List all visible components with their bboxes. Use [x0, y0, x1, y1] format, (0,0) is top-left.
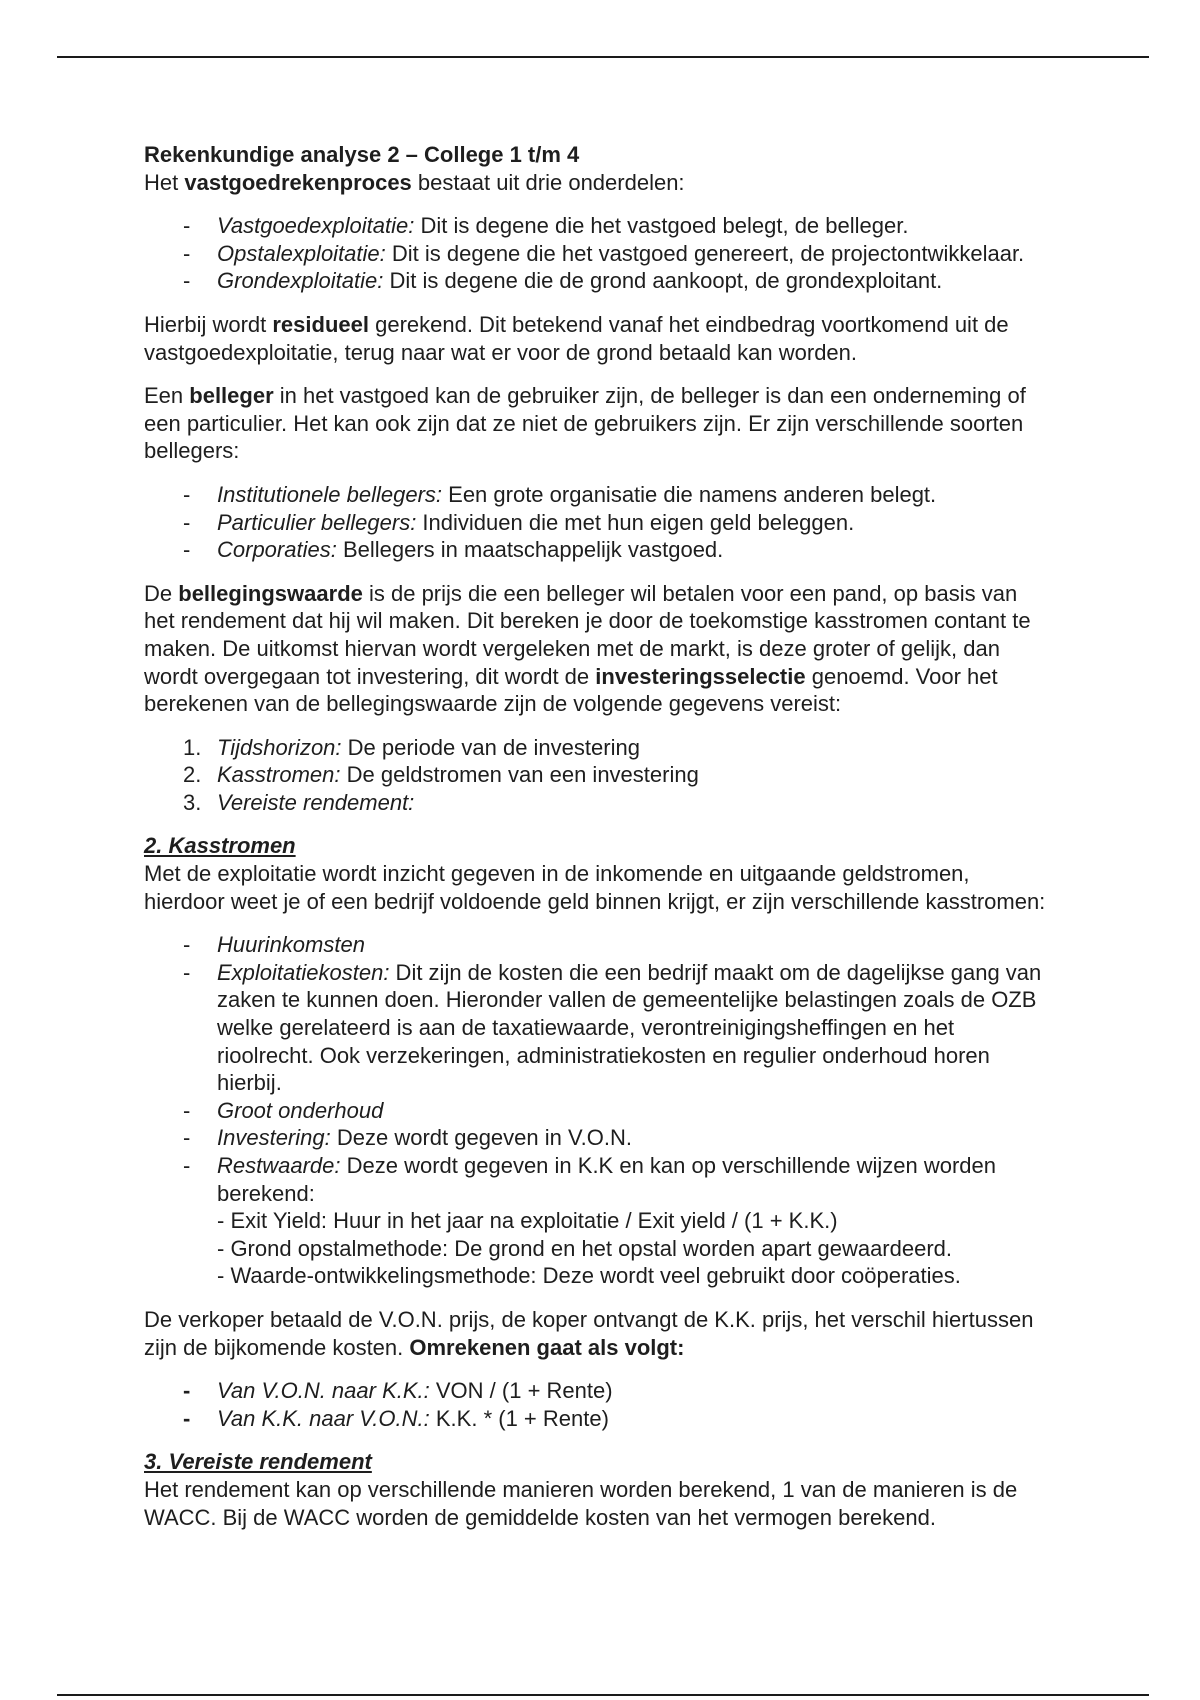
- intro-bold: vastgoedrekenproces: [184, 169, 412, 195]
- list-item: [144, 481, 1045, 509]
- cashflows-list: [144, 931, 1045, 1290]
- investor-paragraph: [144, 382, 1045, 465]
- list-item: [144, 1377, 1045, 1405]
- sub-item-line: - Grond opstalmethode: De grond en het opstal worden apart gewaardeerd.: [217, 1235, 953, 1261]
- term: Restwaarde:: [217, 1153, 341, 1178]
- seller-paragraph: [144, 1306, 1045, 1361]
- sub-item-line: - Exit Yield: Huur in het jaar na exploitatie / Exit yield / (1 + K.K.): [217, 1208, 838, 1234]
- paragraph-line: vastgoedexploitatie, terug naar wat er voor de grond betaald kan worden.: [144, 339, 858, 365]
- requirements-list: [144, 734, 1045, 817]
- item-line: [217, 959, 1045, 987]
- list-item: [144, 959, 1045, 1097]
- item-line: rioolrecht. Ook verzekeringen, administratiekosten en regulier onderhoud horen: [217, 1042, 990, 1068]
- bullet-marker: -: [183, 1125, 191, 1151]
- paragraph-line: De verkoper betaald de V.O.N. prijs, de koper ontvangt de K.K. prijs, het verschil hiertussen: [144, 1306, 1034, 1332]
- investor-types-list: [144, 481, 1045, 564]
- term: Vereiste rendement:: [217, 789, 415, 815]
- item-number: 2.: [183, 762, 202, 788]
- paragraph-line: het rendement dat hij wil maken. Dit bereken je door de toekomstige kasstromen contant te: [144, 608, 1031, 634]
- definition: Bellegers in maatschappelijk vastgoed.: [336, 537, 724, 563]
- list-item: [144, 1124, 1045, 1152]
- bullet-marker: -: [183, 213, 191, 239]
- text: gerekend. Dit betekend vanaf het eindbedrag voortkomend uit de: [368, 311, 1009, 337]
- term: Van V.O.N. naar K.K.:: [217, 1378, 430, 1404]
- definition: Dit is degene die het vastgoed belegt, de belleger.: [414, 213, 909, 239]
- section-vereiste-rendement: [144, 1448, 1045, 1531]
- title-line: [144, 141, 1045, 169]
- bullet-marker: -: [183, 240, 191, 266]
- definition: De periode van de investering: [341, 734, 640, 760]
- term: Vastgoedexploitatie:: [217, 213, 415, 239]
- bold-term: investeringsselectie: [595, 663, 806, 689]
- definition: De geldstromen van een investering: [340, 762, 699, 788]
- term: Groot onderhoud: [217, 1097, 384, 1123]
- sub-item-line: - Waarde-ontwikkelingsmethode: Deze wordt veel gebruikt door coöperaties.: [217, 1263, 961, 1289]
- section-heading: 3. Vereiste rendement: [144, 1449, 372, 1475]
- text: De: [144, 580, 179, 606]
- paragraph-line: [144, 663, 1045, 691]
- term: Investering:: [217, 1125, 331, 1151]
- intro-text: bestaat uit drie onderdelen:: [411, 169, 685, 195]
- bullet-marker: -: [183, 1153, 191, 1178]
- bold-term: bellegingswaarde: [178, 580, 363, 606]
- text: Hierbij wordt: [144, 311, 273, 337]
- text: Een: [144, 383, 190, 409]
- document-title: Rekenkundige analyse 2 – College 1 t/m 4: [144, 142, 580, 167]
- document-body: [144, 141, 1045, 1531]
- item-line: hierbij.: [217, 1070, 282, 1096]
- bullet-marker: -: [183, 268, 191, 294]
- list-item: [144, 1405, 1045, 1433]
- item-line: berekend:: [217, 1180, 315, 1206]
- item-line: zaken te kunnen doen. Hieronder vallen de gemeentelijke belastingen zoals de OZB: [217, 987, 1037, 1013]
- definition: Deze wordt gegeven in K.K en kan op verschillende wijzen worden: [340, 1153, 997, 1178]
- item-number: 3.: [183, 789, 202, 815]
- process-parts-list: [144, 212, 1045, 295]
- list-item: [144, 240, 1045, 268]
- term: Grondexploitatie:: [217, 268, 384, 294]
- paragraph-line: een particulier. Het kan ook zijn dat ze niet de gebruikers zijn. Er zijn verschillende soorten: [144, 410, 1024, 436]
- bullet-marker: -: [183, 537, 191, 563]
- definition: Dit is degene die de grond aankoopt, de grondexploitant.: [383, 268, 943, 294]
- paragraph-line: Met de exploitatie wordt inzicht gegeven in de inkomende en uitgaande geldstromen,: [144, 861, 970, 887]
- item-line: welke gerelateerd is aan de taxatiewaarde, verontreinigingsheffingen en het: [217, 1015, 955, 1041]
- item-line: [217, 1152, 1045, 1180]
- list-item: [144, 1097, 1045, 1125]
- bold-term: residueel: [272, 311, 369, 337]
- intro-text: Het: [144, 169, 185, 195]
- list-item: [144, 212, 1045, 240]
- bold-term: Omrekenen gaat als volgt:: [409, 1334, 685, 1360]
- conversions-list: [144, 1377, 1045, 1432]
- formula: VON / (1 + Rente): [429, 1378, 613, 1404]
- paragraph-line: [144, 311, 1045, 339]
- term: Institutionele bellegers:: [217, 481, 443, 507]
- list-item: [144, 931, 1045, 959]
- term: Tijdshorizon:: [217, 734, 342, 760]
- section-kasstromen: [144, 832, 1045, 915]
- list-item: [144, 1152, 1045, 1290]
- formula: K.K. * (1 + Rente): [429, 1405, 609, 1431]
- term: Opstalexploitatie:: [217, 240, 386, 266]
- term: Kasstromen:: [217, 762, 341, 788]
- text: genoemd. Voor het: [805, 663, 998, 689]
- bullet-marker: -: [183, 1405, 191, 1431]
- term: Huurinkomsten: [217, 932, 365, 958]
- text: wordt overgegaan tot investering, dit wordt de: [144, 663, 596, 689]
- numbered-item: [144, 789, 1045, 817]
- bullet-marker: -: [183, 509, 191, 535]
- bullet-marker: -: [183, 1378, 191, 1404]
- numbered-item: [144, 734, 1045, 762]
- list-item: [144, 536, 1045, 564]
- section-heading: 2. Kasstromen: [144, 833, 296, 859]
- investment-value-paragraph: [144, 580, 1045, 718]
- paragraph-line: [144, 580, 1045, 608]
- term: Van K.K. naar V.O.N.:: [217, 1405, 430, 1431]
- definition: Dit is degene die het vastgoed genereert, de projectontwikkelaar.: [385, 240, 1025, 266]
- definition: Deze wordt gegeven in V.O.N.: [330, 1125, 632, 1151]
- text: zijn de bijkomende kosten.: [144, 1334, 410, 1360]
- paragraph-line: bellegers:: [144, 438, 240, 464]
- paragraph-line: maken. De uitkomst hiervan wordt vergeleken met de markt, is deze groter of gelijk, dan: [144, 635, 1000, 661]
- list-item: [144, 509, 1045, 537]
- bullet-marker: -: [183, 959, 191, 985]
- paragraph-line: Het rendement kan op verschillende manieren worden berekend, 1 van de manieren is de: [144, 1476, 1018, 1502]
- definition: Dit zijn de kosten die een bedrijf maakt om de dagelijkse gang van: [389, 959, 1042, 985]
- bullet-marker: -: [183, 932, 191, 958]
- text: is de prijs die een belleger wil betalen voor een pand, op basis van: [362, 580, 1018, 606]
- list-item: [144, 267, 1045, 295]
- paragraph-line: hierdoor weet je of een bedrijf voldoende geld binnen krijgt, er zijn verschillende kasstromen:: [144, 888, 1046, 914]
- residual-paragraph: [144, 311, 1045, 366]
- bold-term: belleger: [189, 383, 274, 409]
- paragraph-line: berekenen van de bellegingswaarde zijn de volgende gegevens vereist:: [144, 691, 842, 717]
- header-rule: [57, 56, 1149, 58]
- intro-line: [144, 169, 1045, 197]
- item-number: 1.: [183, 734, 202, 760]
- bullet-marker: -: [183, 1097, 191, 1123]
- intro-block: [144, 141, 1045, 196]
- text: in het vastgoed kan de gebruiker zijn, de belleger is dan een onderneming of: [273, 383, 1026, 409]
- paragraph-line: [144, 382, 1045, 410]
- term: Exploitatiekosten:: [217, 959, 390, 985]
- paragraph-line: WACC. Bij de WACC worden de gemiddelde kosten van het vermogen berekend.: [144, 1504, 936, 1530]
- definition: Individuen die met hun eigen geld beleggen.: [416, 509, 855, 535]
- numbered-item: [144, 761, 1045, 789]
- term: Particulier bellegers:: [217, 509, 417, 535]
- definition: Een grote organisatie die namens anderen belegt.: [442, 481, 937, 507]
- paragraph-line: [144, 1334, 1045, 1362]
- bullet-marker: -: [183, 481, 191, 507]
- term: Corporaties:: [217, 537, 337, 563]
- footer-rule: [57, 1694, 1149, 1696]
